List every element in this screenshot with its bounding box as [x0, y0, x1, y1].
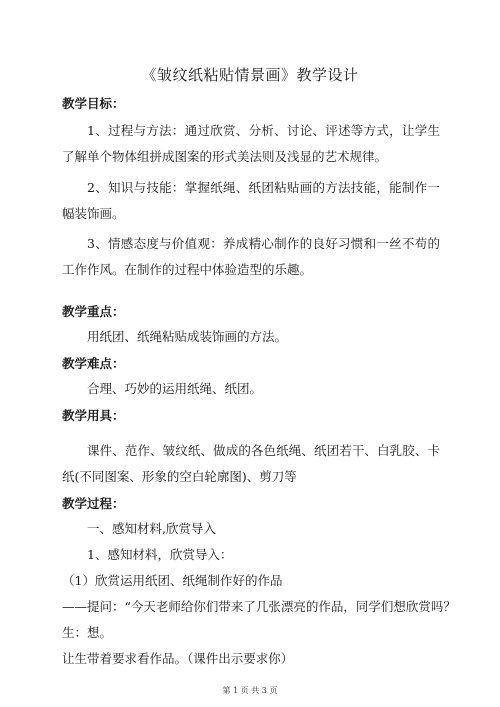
process-line-4: ——提问：“今天老师给你们带来了几张漂亮的作品，同学们想欣赏吗？ — [62, 599, 456, 614]
heading-teaching-goals: 教学目标： — [62, 96, 125, 111]
heading-key-points: 教学重点： — [62, 304, 125, 319]
process-line-6: 让生带着要求看作品。（课件出示要求你） — [62, 651, 294, 666]
goal-paragraph-1: 1、过程与方法：通过欣赏、分析、讨论、评述等方式，让学生了解单个物体组拼成图案的形式美法则及浅显的艺术规律。 — [62, 123, 440, 164]
key-points-text: 用纸团、纸绳粘贴成装饰画的方法。 — [87, 329, 288, 344]
process-line-1: 一、感知材料,欣赏导入 — [87, 521, 216, 536]
process-line-2: 1、感知材料，欣赏导入： — [87, 547, 233, 562]
goal-paragraph-2: 2、知识与技能：掌握纸绳、纸团粘贴画的方法技能，能制作一幅装饰画。 — [62, 180, 440, 221]
document-title: 《皱纹纸粘贴情景画》教学设计 — [141, 66, 359, 84]
heading-difficulty: 教学难点： — [62, 356, 125, 371]
heading-teaching-tools: 教学用具： — [62, 408, 125, 423]
goal-paragraph-3: 3、情感态度与价值观：养成精心制作的良好习惯和一丝不苟的工作作风。在制作的过程中体验造型的乐趣。 — [62, 236, 440, 277]
tools-paragraph: 课件、范作、皱纹纸、做成的各色纸绳、纸团若干、白乳胶、卡纸(不同图案、形象的空白轮廓图)、剪刀等 — [62, 443, 440, 484]
page-number-footer: 第 1 页 共 3 页 — [222, 686, 278, 695]
process-line-3: （1）欣赏运用纸团、纸绳制作好的作品 — [62, 573, 283, 588]
process-line-5: 生：想。 — [62, 625, 113, 640]
difficulty-text: 合理、巧妙的运用纸绳、纸团。 — [87, 381, 263, 396]
heading-teaching-process: 教学过程： — [62, 496, 125, 511]
